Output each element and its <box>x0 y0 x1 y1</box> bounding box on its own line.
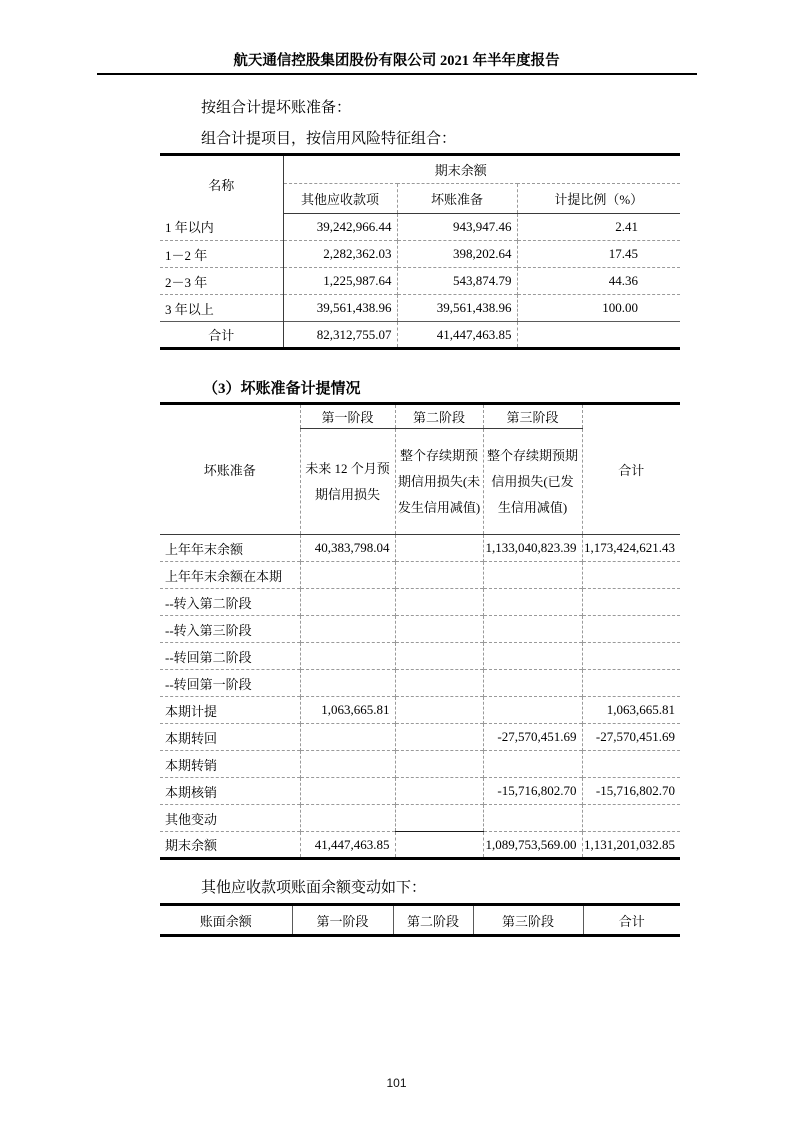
cell-stage1 <box>300 589 395 616</box>
cell-receivable: 39,242,966.44 <box>283 214 397 241</box>
cell-stage1 <box>300 562 395 589</box>
cell-stage2 <box>395 535 483 562</box>
cell-stage3: 1,133,040,823.39 <box>483 535 582 562</box>
cell-total <box>582 616 680 643</box>
column-header-stage3: 第三阶段 <box>473 905 583 936</box>
cell-stage3: -15,716,802.70 <box>483 778 582 805</box>
column-header-total: 合计 <box>583 905 680 936</box>
table-header-row <box>160 404 680 429</box>
cell-stage3 <box>483 805 582 832</box>
cell-total: 1,173,424,621.43 <box>582 535 680 562</box>
row-label: --转回第一阶段 <box>160 670 300 697</box>
cell-stage1 <box>300 670 395 697</box>
column-desc-stage3: 整个存续期预期信用损失(已发生信用减值) <box>483 429 582 535</box>
column-header-bad-debt-provision: 坏账准备 <box>397 184 517 214</box>
table-row <box>160 805 680 832</box>
table-row <box>160 562 680 589</box>
column-header-total: 合计 <box>582 404 680 535</box>
cell-stage1: 1,063,665.81 <box>300 697 395 724</box>
cell-stage2 <box>395 670 483 697</box>
cell-stage1: 40,383,798.04 <box>300 535 395 562</box>
cell-stage2 <box>395 805 483 832</box>
cell-total <box>582 751 680 778</box>
table-row <box>160 241 680 268</box>
cell-stage1 <box>300 778 395 805</box>
row-label: 期末余额 <box>160 832 300 859</box>
row-label: --转入第二阶段 <box>160 589 300 616</box>
table-row <box>160 724 680 751</box>
table-total-row <box>160 322 680 349</box>
table-row <box>160 214 680 241</box>
row-label: --转入第三阶段 <box>160 616 300 643</box>
cell-ratio: 17.45 <box>517 241 680 268</box>
cell-receivable: 1,225,987.64 <box>283 268 397 295</box>
table-row <box>160 670 680 697</box>
cell-stage3: 1,089,753,569.00 <box>483 832 582 859</box>
portfolio-aging-table <box>160 153 680 350</box>
cell-stage1: 41,447,463.85 <box>300 832 395 859</box>
table-closing-balance-row <box>160 832 680 859</box>
cell-stage2 <box>395 697 483 724</box>
column-header-stage3: 第三阶段 <box>483 404 582 429</box>
cell-stage2 <box>395 616 483 643</box>
cell-total <box>582 643 680 670</box>
cell-stage1 <box>300 724 395 751</box>
cell-total: 1,063,665.81 <box>582 697 680 724</box>
cell-stage3 <box>483 751 582 778</box>
table-header-row <box>160 155 680 184</box>
cell-bad-debt: 943,947.46 <box>397 214 517 241</box>
cell-stage2 <box>395 562 483 589</box>
column-header-other-receivables: 其他应收款项 <box>283 184 397 214</box>
cell-stage3 <box>483 697 582 724</box>
paragraph-balance-change: 其他应收款项账面余额变动如下： <box>201 880 427 896</box>
row-label: 上年年末余额在本期 <box>160 562 300 589</box>
cell-receivable-total: 82,312,755.07 <box>283 322 397 349</box>
row-label: 本期转销 <box>160 751 300 778</box>
cell-receivable: 39,561,438.96 <box>283 295 397 322</box>
table-row <box>160 535 680 562</box>
row-label: 2－3 年 <box>160 268 283 295</box>
row-label-total: 合计 <box>160 322 283 349</box>
row-label: 其他变动 <box>160 805 300 832</box>
column-header-provision-ratio: 计提比例（%） <box>517 184 680 214</box>
column-header-stage2: 第二阶段 <box>393 905 473 936</box>
table-row <box>160 751 680 778</box>
cell-total: 1,131,201,032.85 <box>582 832 680 859</box>
cell-stage3 <box>483 616 582 643</box>
column-header-stage1: 第一阶段 <box>300 404 395 429</box>
column-group-period-end-balance: 期末余额 <box>283 155 680 184</box>
column-header-bad-debt-provision: 坏账准备 <box>160 404 300 535</box>
cell-stage1 <box>300 616 395 643</box>
cell-bad-debt-total: 41,447,463.85 <box>397 322 517 349</box>
section-heading-provision-status: （3）坏账准备计提情况 <box>203 381 361 397</box>
table-row <box>160 643 680 670</box>
cell-ratio: 2.41 <box>517 214 680 241</box>
cell-total <box>582 589 680 616</box>
cell-bad-debt: 398,202.64 <box>397 241 517 268</box>
cell-stage2 <box>395 832 483 859</box>
cell-stage3 <box>483 562 582 589</box>
row-label: 本期转回 <box>160 724 300 751</box>
cell-total: -27,570,451.69 <box>582 724 680 751</box>
table-row <box>160 778 680 805</box>
column-header-stage2: 第二阶段 <box>395 404 483 429</box>
column-header-stage1: 第一阶段 <box>292 905 393 936</box>
cell-total <box>582 562 680 589</box>
row-label: 3 年以上 <box>160 295 283 322</box>
column-desc-stage1: 未来 12 个月预期信用损失 <box>300 429 395 535</box>
table-row <box>160 616 680 643</box>
bad-debt-provision-stages-table <box>160 402 680 860</box>
book-balance-change-table <box>160 903 680 937</box>
cell-total: -15,716,802.70 <box>582 778 680 805</box>
cell-total <box>582 805 680 832</box>
column-header-book-balance: 账面余额 <box>199 913 252 929</box>
row-label: --转回第二阶段 <box>160 643 300 670</box>
page-number: 101 <box>386 1076 407 1090</box>
cell-stage2 <box>395 643 483 670</box>
row-label: 1 年以内 <box>165 220 214 236</box>
table-row <box>160 697 680 724</box>
cell-stage3: -27,570,451.69 <box>483 724 582 751</box>
header-divider <box>97 73 697 75</box>
cell-ratio: 100.00 <box>517 295 680 322</box>
cell-ratio: 44.36 <box>517 268 680 295</box>
cell-stage2 <box>395 724 483 751</box>
table-row <box>160 589 680 616</box>
table-row <box>160 295 680 322</box>
row-label: 1－2 年 <box>160 241 283 268</box>
cell-ratio-total <box>517 322 680 349</box>
column-header-name: 名称 <box>160 155 283 214</box>
row-label: 本期核销 <box>160 778 300 805</box>
row-label: 上年年末余额 <box>165 541 244 557</box>
cell-receivable: 2,282,362.03 <box>283 241 397 268</box>
cell-stage1 <box>300 643 395 670</box>
row-label: 本期计提 <box>160 697 300 724</box>
paragraph-portfolio-items: 组合计提项目，按信用风险特征组合： <box>201 131 457 147</box>
cell-stage1 <box>300 751 395 778</box>
report-title: 航天通信控股集团股份有限公司 2021 年半年度报告 <box>233 53 560 69</box>
table-header-row <box>160 905 680 936</box>
table-row <box>160 268 680 295</box>
paragraph-combination-provision: 按组合计提坏账准备： <box>201 100 352 116</box>
cell-stage2 <box>395 778 483 805</box>
cell-total <box>582 670 680 697</box>
cell-stage2 <box>395 589 483 616</box>
cell-stage3 <box>483 670 582 697</box>
cell-stage1 <box>300 805 395 832</box>
cell-bad-debt: 543,874.79 <box>397 268 517 295</box>
cell-bad-debt: 39,561,438.96 <box>397 295 517 322</box>
column-desc-stage2: 整个存续期预期信用损失(未发生信用减值) <box>395 429 483 535</box>
cell-stage3 <box>483 643 582 670</box>
cell-stage2 <box>395 751 483 778</box>
cell-stage3 <box>483 589 582 616</box>
